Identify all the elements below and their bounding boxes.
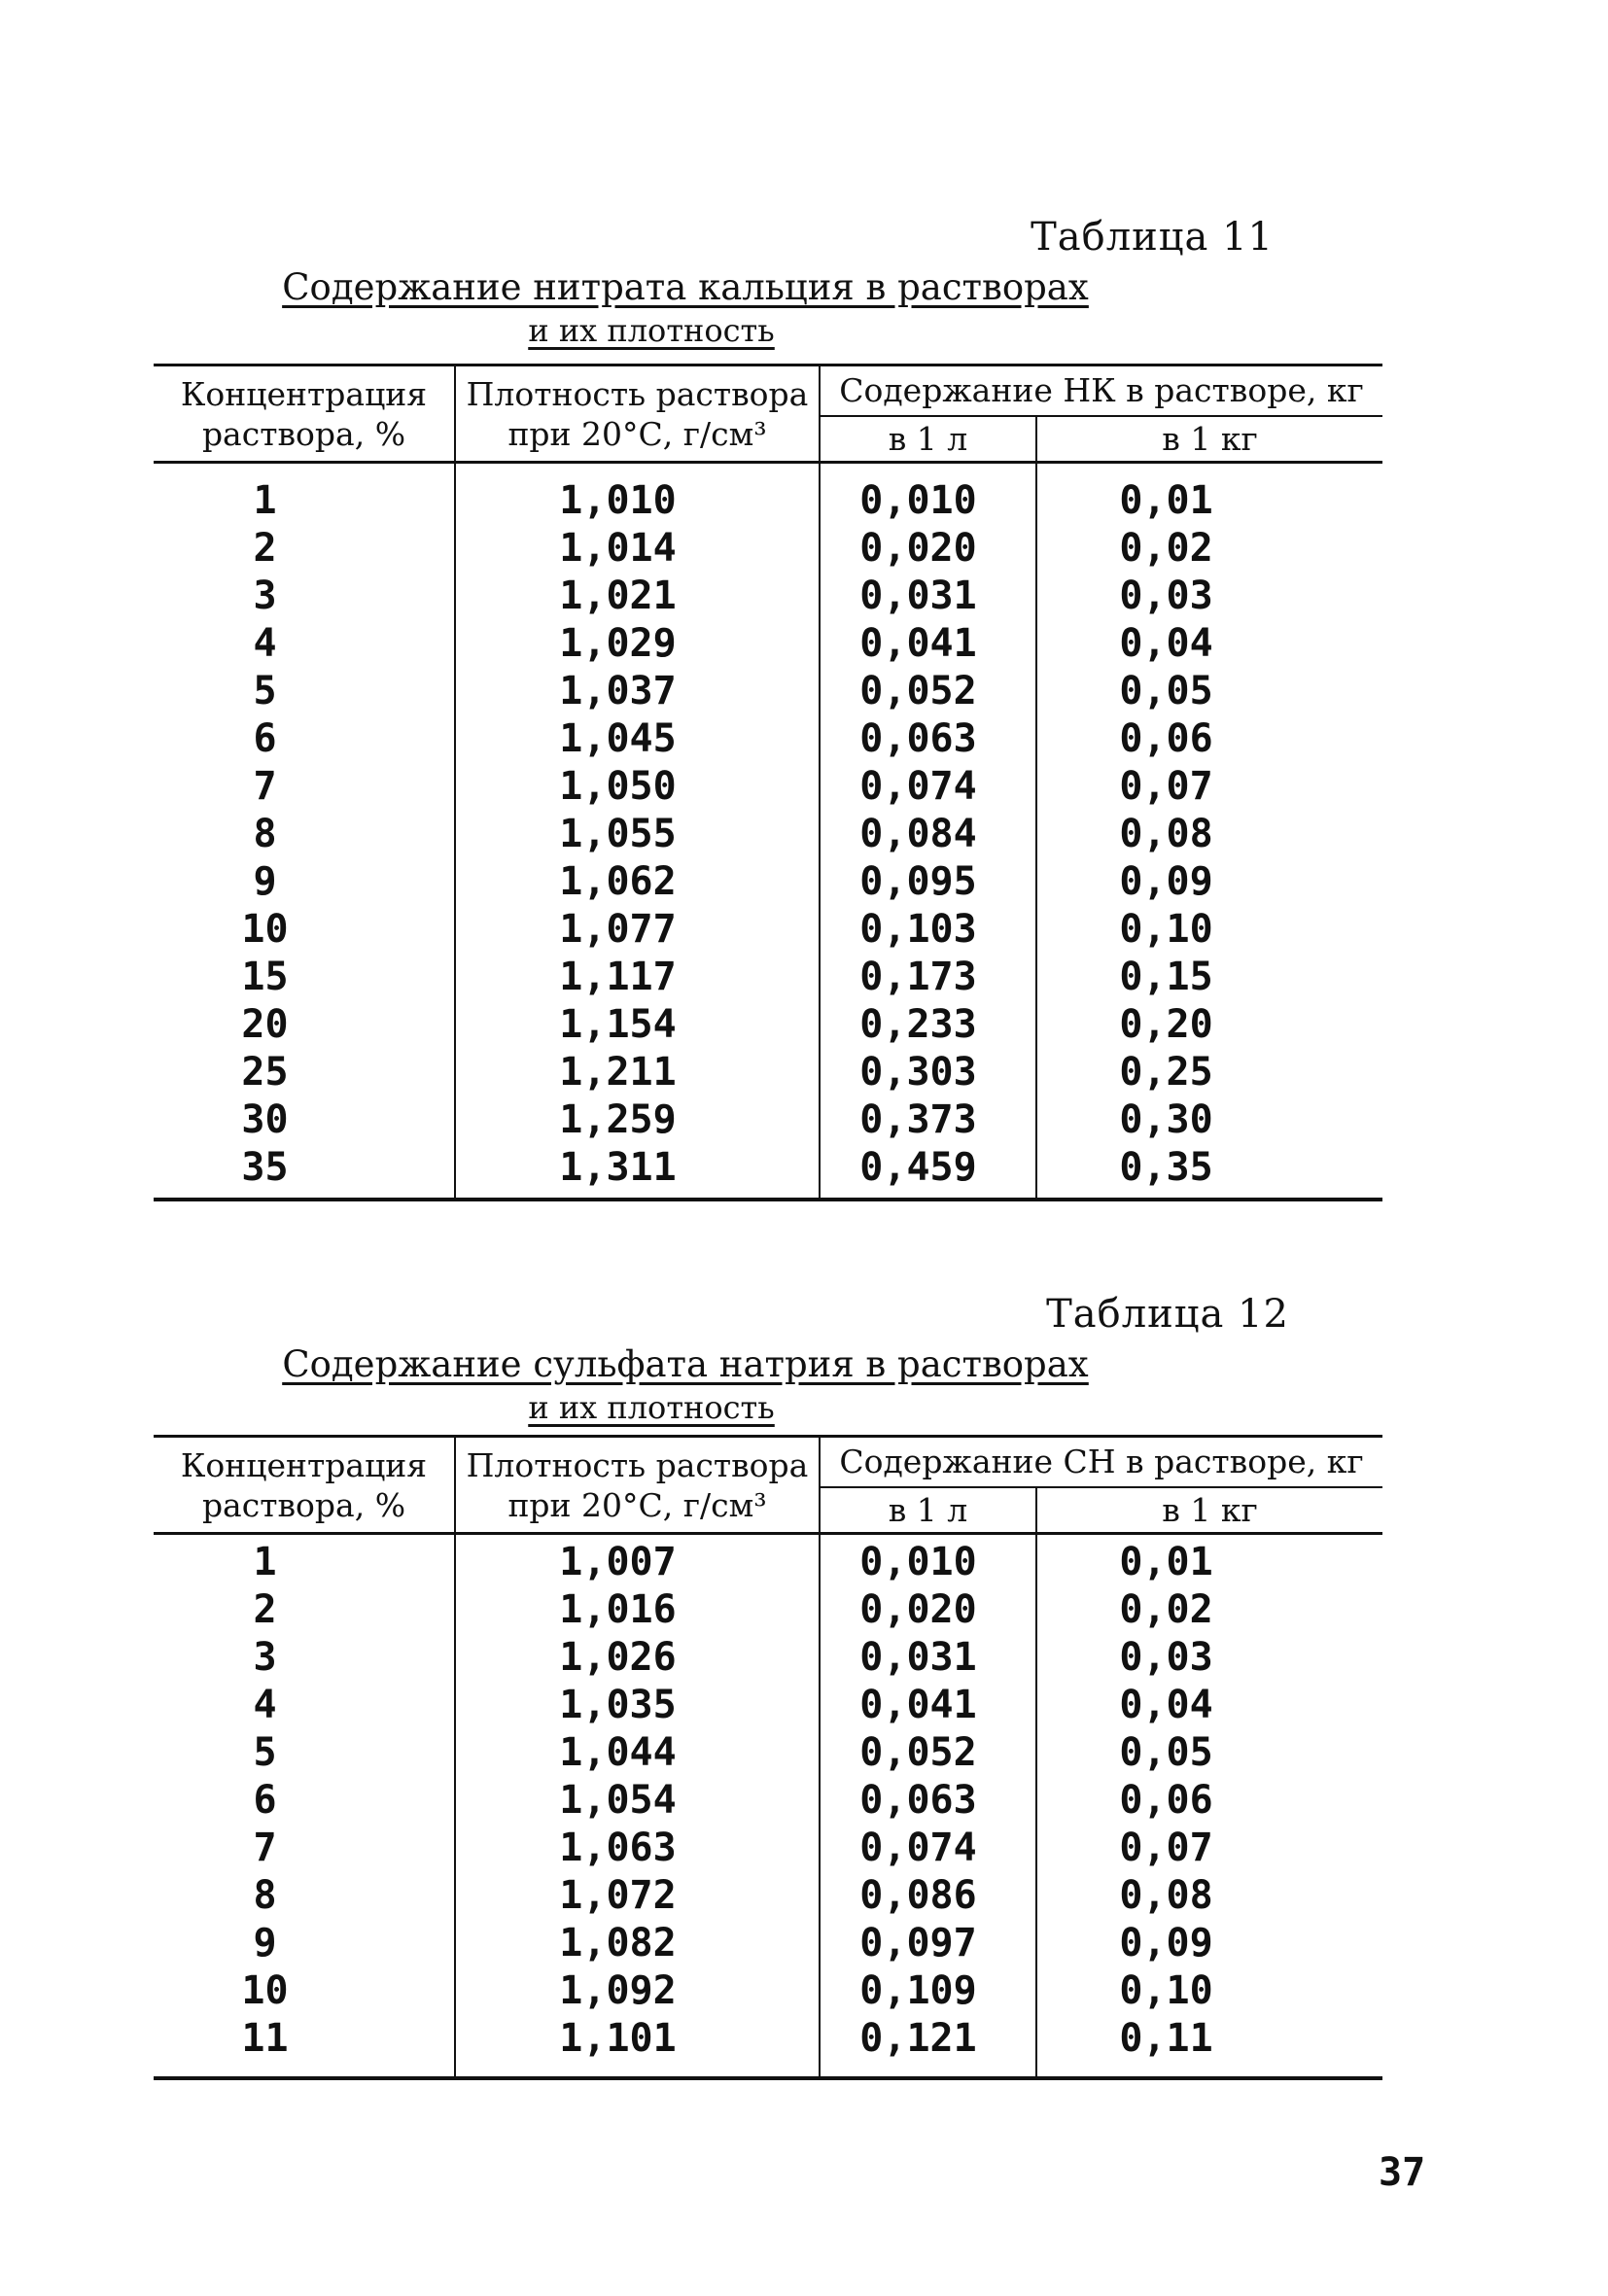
- table-row: [154, 1144, 1382, 1200]
- cell-per-kg: 0,10: [1036, 1967, 1382, 2015]
- table-body: [154, 463, 1382, 1200]
- cell-density: 1,044: [455, 1729, 820, 1777]
- cell-density: 1,117: [455, 954, 820, 1001]
- cell-density: 1,063: [455, 1825, 820, 1872]
- table-row: [154, 620, 1382, 668]
- cell-per-kg: 0,06: [1036, 1777, 1382, 1825]
- table-title-line2: и их плотность: [528, 1389, 775, 1426]
- table-row: [154, 763, 1382, 811]
- cell-density: 1,050: [455, 763, 820, 811]
- cell-per-liter: 0,097: [820, 1920, 1036, 1967]
- table-row: [154, 1777, 1382, 1825]
- table-row: [154, 525, 1382, 573]
- cell-density: 1,010: [455, 463, 820, 526]
- cell-per-liter: 0,052: [820, 668, 1036, 715]
- cell-per-kg: 0,04: [1036, 620, 1382, 668]
- table-row: [154, 1682, 1382, 1729]
- table-row: [154, 2015, 1382, 2078]
- table-row: [154, 1096, 1382, 1144]
- table-row: [154, 1825, 1382, 1872]
- table-row: [154, 1872, 1382, 1920]
- cell-concentration: 8: [253, 812, 277, 856]
- cell-density: 1,062: [455, 858, 820, 906]
- cell-per-kg: 0,09: [1036, 1920, 1382, 1967]
- page-number: 37: [1379, 2150, 1426, 2195]
- cell-per-kg: 0,05: [1036, 1729, 1382, 1777]
- table-row: [154, 906, 1382, 954]
- table-title-line1: Содержание сульфата натрия в растворах: [282, 1343, 1089, 1385]
- cell-concentration: 6: [253, 1778, 277, 1823]
- cell-per-liter: 0,109: [820, 1967, 1036, 2015]
- cell-per-kg: 0,25: [1036, 1049, 1382, 1096]
- table-row: [154, 1920, 1382, 1967]
- cell-per-kg: 0,20: [1036, 1001, 1382, 1049]
- cell-per-liter: 0,063: [820, 1777, 1036, 1825]
- cell-per-liter: 0,020: [820, 1586, 1036, 1634]
- cell-density: 1,029: [455, 620, 820, 668]
- cell-concentration: 10: [241, 907, 289, 952]
- header-content-group: Содержание СН в растворе, кг: [820, 1437, 1382, 1488]
- cell-per-kg: 0,30: [1036, 1096, 1382, 1144]
- cell-density: 1,077: [455, 906, 820, 954]
- cell-density: 1,259: [455, 1096, 820, 1144]
- cell-per-kg: 0,08: [1036, 1872, 1382, 1920]
- table-row: [154, 858, 1382, 906]
- data-table: [154, 364, 1382, 1201]
- cell-per-liter: 0,010: [820, 463, 1036, 526]
- header-density: Плотность раствора при 20°С, г/см³: [455, 365, 820, 463]
- table-caption: [154, 266, 1382, 352]
- table-row: [154, 1001, 1382, 1049]
- cell-concentration: 7: [253, 764, 277, 809]
- cell-concentration: 6: [253, 716, 277, 761]
- cell-concentration: 20: [241, 1002, 289, 1047]
- cell-concentration: 2: [253, 1587, 277, 1632]
- cell-concentration: 3: [253, 574, 277, 618]
- header-per-liter: в 1 л: [820, 1487, 1036, 1534]
- cell-concentration: 1: [253, 1540, 277, 1584]
- cell-density: 1,072: [455, 1872, 820, 1920]
- header-per-liter: в 1 л: [820, 416, 1036, 463]
- cell-per-liter: 0,095: [820, 858, 1036, 906]
- cell-per-kg: 0,01: [1036, 463, 1382, 526]
- cell-per-liter: 0,063: [820, 715, 1036, 763]
- cell-concentration: 11: [241, 2016, 289, 2061]
- cell-concentration: 25: [241, 1050, 289, 1095]
- cell-concentration: 4: [253, 1683, 277, 1727]
- cell-per-liter: 0,074: [820, 1825, 1036, 1872]
- cell-per-liter: 0,041: [820, 1682, 1036, 1729]
- cell-density: 1,211: [455, 1049, 820, 1096]
- cell-per-liter: 0,052: [820, 1729, 1036, 1777]
- cell-density: 1,037: [455, 668, 820, 715]
- cell-per-liter: 0,121: [820, 2015, 1036, 2078]
- cell-per-liter: 0,373: [820, 1096, 1036, 1144]
- cell-per-liter: 0,086: [820, 1872, 1036, 1920]
- table-caption: [154, 1343, 1382, 1429]
- cell-density: 1,021: [455, 573, 820, 620]
- cell-per-kg: 0,01: [1036, 1534, 1382, 1587]
- cell-density: 1,007: [455, 1534, 820, 1587]
- cell-per-kg: 0,07: [1036, 1825, 1382, 1872]
- cell-concentration: 30: [241, 1097, 289, 1142]
- cell-density: 1,016: [455, 1586, 820, 1634]
- cell-per-kg: 0,07: [1036, 763, 1382, 811]
- cell-density: 1,035: [455, 1682, 820, 1729]
- header-concentration: Концентрация раствора, %: [154, 365, 455, 463]
- table-row: [154, 1729, 1382, 1777]
- cell-per-liter: 0,233: [820, 1001, 1036, 1049]
- cell-per-kg: 0,04: [1036, 1682, 1382, 1729]
- table-row: [154, 811, 1382, 858]
- cell-concentration: 4: [253, 621, 277, 666]
- cell-concentration: 3: [253, 1635, 277, 1680]
- header-per-kg: в 1 кг: [1036, 1487, 1382, 1534]
- cell-density: 1,026: [455, 1634, 820, 1682]
- cell-per-liter: 0,031: [820, 1634, 1036, 1682]
- cell-per-kg: 0,02: [1036, 1586, 1382, 1634]
- table-row: [154, 1634, 1382, 1682]
- cell-density: 1,055: [455, 811, 820, 858]
- table-row: [154, 463, 1382, 526]
- table-row: [154, 1049, 1382, 1096]
- cell-per-kg: 0,02: [1036, 525, 1382, 573]
- cell-concentration: 9: [253, 859, 277, 904]
- cell-concentration: 2: [253, 526, 277, 571]
- cell-per-liter: 0,010: [820, 1534, 1036, 1587]
- cell-per-kg: 0,11: [1036, 2015, 1382, 2078]
- table-row: [154, 1586, 1382, 1634]
- cell-concentration: 8: [253, 1873, 277, 1918]
- cell-per-kg: 0,15: [1036, 954, 1382, 1001]
- cell-per-kg: 0,06: [1036, 715, 1382, 763]
- table-row: [154, 954, 1382, 1001]
- cell-concentration: 9: [253, 1921, 277, 1966]
- cell-per-liter: 0,020: [820, 525, 1036, 573]
- cell-density: 1,311: [455, 1144, 820, 1200]
- cell-per-liter: 0,074: [820, 763, 1036, 811]
- cell-density: 1,154: [455, 1001, 820, 1049]
- cell-concentration: 15: [241, 955, 289, 999]
- table-row: [154, 715, 1382, 763]
- table-body: [154, 1534, 1382, 2079]
- table-label: Таблица 11: [1031, 215, 1274, 260]
- cell-density: 1,054: [455, 1777, 820, 1825]
- cell-per-liter: 0,459: [820, 1144, 1036, 1200]
- header-concentration: Концентрация раствора, %: [154, 1437, 455, 1534]
- cell-per-liter: 0,041: [820, 620, 1036, 668]
- table-title-line2: и их плотность: [528, 312, 775, 349]
- table-row: [154, 1534, 1382, 1587]
- cell-concentration: 1: [253, 478, 277, 523]
- table-12-block: [154, 1289, 1382, 2080]
- cell-concentration: 7: [253, 1826, 277, 1870]
- cell-per-liter: 0,084: [820, 811, 1036, 858]
- cell-per-kg: 0,09: [1036, 858, 1382, 906]
- cell-per-kg: 0,10: [1036, 906, 1382, 954]
- cell-density: 1,082: [455, 1920, 820, 1967]
- cell-per-kg: 0,05: [1036, 668, 1382, 715]
- cell-per-kg: 0,08: [1036, 811, 1382, 858]
- header-density: Плотность раствора при 20°С, г/см³: [455, 1437, 820, 1534]
- cell-concentration: 10: [241, 1968, 289, 2013]
- header-per-kg: в 1 кг: [1036, 416, 1382, 463]
- table-11-block: [154, 212, 1382, 1201]
- table-row: [154, 668, 1382, 715]
- table-row: [154, 1967, 1382, 2015]
- cell-per-liter: 0,031: [820, 573, 1036, 620]
- cell-per-kg: 0,35: [1036, 1144, 1382, 1200]
- cell-density: 1,014: [455, 525, 820, 573]
- table-row: [154, 573, 1382, 620]
- cell-density: 1,092: [455, 1967, 820, 2015]
- cell-per-liter: 0,103: [820, 906, 1036, 954]
- cell-per-liter: 0,173: [820, 954, 1036, 1001]
- cell-concentration: 5: [253, 669, 277, 713]
- data-table: [154, 1435, 1382, 2080]
- cell-concentration: 5: [253, 1730, 277, 1775]
- table-label: Таблица 12: [1046, 1292, 1289, 1337]
- cell-per-kg: 0,03: [1036, 1634, 1382, 1682]
- table-title-line1: Содержание нитрата кальция в растворах: [282, 266, 1089, 308]
- cell-concentration: 35: [241, 1145, 289, 1190]
- cell-density: 1,101: [455, 2015, 820, 2078]
- cell-per-liter: 0,303: [820, 1049, 1036, 1096]
- header-content-group: Содержание НК в растворе, кг: [820, 365, 1382, 417]
- cell-per-kg: 0,03: [1036, 573, 1382, 620]
- cell-density: 1,045: [455, 715, 820, 763]
